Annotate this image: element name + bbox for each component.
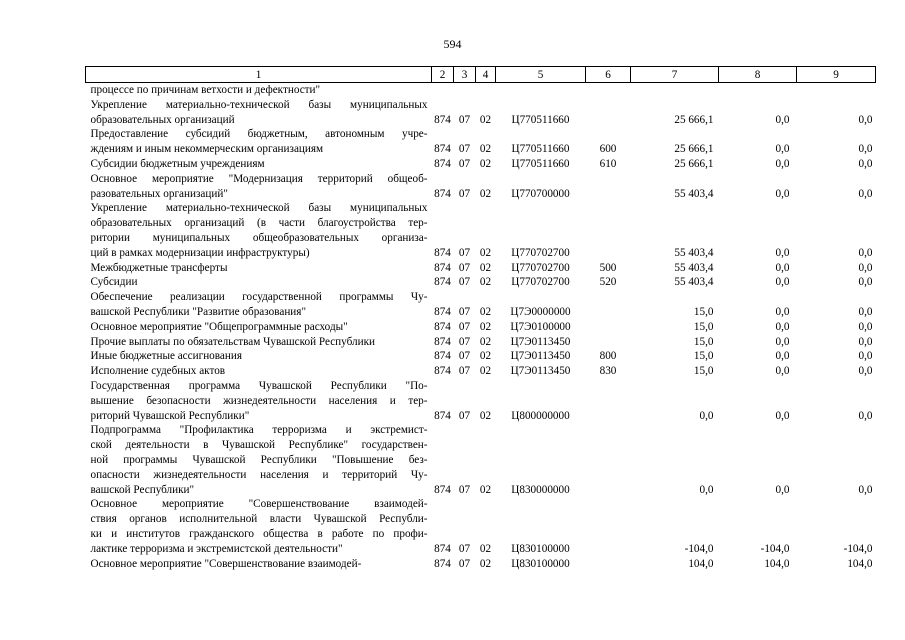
expense-type-code: [586, 201, 631, 260]
row-description: [86, 275, 432, 290]
description-line: ций в рамках модернизации инфраструктуры): [90, 246, 310, 259]
subsection-code: 02: [479, 542, 492, 555]
amount-col-8: 0,0: [775, 320, 790, 333]
subsection-code: 02: [479, 143, 492, 156]
description-line: ки и институтов гражданского общества в работе по профи-: [90, 527, 428, 540]
header-cell: 6: [586, 67, 631, 83]
amount-col-7: 15,0: [693, 365, 714, 378]
subsection-code: 02: [479, 350, 492, 363]
ministry-code: 874: [434, 261, 451, 274]
row-description: [86, 157, 432, 172]
amount-col-9: 0,0: [858, 350, 873, 363]
header-cell: 3: [454, 67, 476, 83]
amount-col-7: 55 403,4: [674, 276, 714, 289]
subsection-code: 02: [479, 320, 492, 333]
row-description: [86, 335, 432, 350]
amount-col-9: 0,0: [858, 143, 873, 156]
amount-col-8: 0,0: [775, 276, 790, 289]
expense-type-code: 600: [599, 143, 617, 156]
description-line: Межбюджетные трансферты: [90, 261, 228, 274]
amount-col-9: [797, 83, 876, 98]
amount-col-9: 0,0: [858, 320, 873, 333]
description-line: Основное мероприятие "Общепрограммные расходы": [90, 320, 348, 333]
subsection-code: 02: [479, 261, 492, 274]
amount-col-9: 0,0: [858, 409, 873, 422]
description-line: Основное мероприятие "Совершенствование взаимодей-: [90, 557, 362, 570]
amount-col-8: 0,0: [775, 187, 790, 200]
expense-type-code: 520: [599, 276, 617, 289]
section-code: 07: [458, 557, 471, 570]
amount-col-8: 0,0: [775, 409, 790, 422]
description-line: вашской Республики "Развитие образования": [90, 305, 307, 318]
subsection-code: 02: [479, 409, 492, 422]
row-description: [86, 261, 432, 276]
amount-col-7: 0,0: [699, 483, 714, 496]
header-cell: 2: [432, 67, 454, 83]
amount-col-7: 15,0: [693, 335, 714, 348]
description-line: Субсидии: [90, 276, 138, 289]
section-code: 07: [458, 305, 471, 318]
header-cell: 9: [797, 67, 876, 83]
ministry-code: 874: [434, 305, 451, 318]
table-row: [86, 157, 876, 172]
amount-col-7: 55 403,4: [674, 261, 714, 274]
target-article-code: Ц830000000: [511, 483, 570, 496]
expense-type-code: [586, 83, 631, 98]
subsection-code: 02: [479, 187, 492, 200]
amount-col-8: [719, 83, 797, 98]
expense-type-code: [586, 423, 631, 497]
target-article-code: Ц7Э0113450: [510, 335, 571, 348]
amount-col-9: -104,0: [843, 542, 873, 555]
amount-col-8: 0,0: [775, 143, 790, 156]
expense-type-code: [586, 98, 631, 128]
row-description: [86, 423, 432, 497]
target-article-code: Ц7Э0113450: [510, 365, 571, 378]
subsection-code: 02: [479, 305, 492, 318]
table-row: [86, 423, 876, 497]
expense-type-code: [586, 335, 631, 350]
expense-type-code: [586, 497, 631, 556]
header-cell: 7: [631, 67, 719, 83]
ministry-code: 874: [434, 143, 451, 156]
amount-col-7: 15,0: [693, 320, 714, 333]
description-line: вашской Республики": [90, 483, 195, 496]
amount-col-7: 55 403,4: [674, 246, 714, 259]
target-article-code: Ц770702700: [511, 276, 570, 289]
amount-col-8: 0,0: [775, 365, 790, 378]
description-line: опасности жизнедеятельности населения и территорий Чу-: [90, 468, 428, 481]
section-code: 07: [458, 365, 471, 378]
row-description: [86, 83, 432, 98]
description-line: Предоставление субсидий бюджетным, автономным учре-: [90, 128, 428, 141]
ministry-code: 874: [434, 335, 451, 348]
table-row: [86, 379, 876, 423]
section-code: 07: [458, 113, 471, 126]
table-row: [86, 275, 876, 290]
description-line: ствия органов исполнительной власти Чувашской Республи-: [90, 513, 428, 526]
subsection-code: 02: [479, 335, 492, 348]
amount-col-7: 15,0: [693, 350, 714, 363]
amount-col-7: 25 666,1: [674, 113, 714, 126]
row-description: [86, 320, 432, 335]
target-article-code: Ц800000000: [511, 409, 570, 422]
target-article-code: Ц770702700: [511, 246, 570, 259]
section-code: 07: [458, 276, 471, 289]
table-header-row: [86, 67, 876, 83]
amount-col-8: 0,0: [775, 305, 790, 318]
expense-type-code: [586, 172, 631, 202]
row-description: [86, 364, 432, 379]
ministry-code: 874: [434, 365, 451, 378]
description-line: Исполнение судебных актов: [90, 365, 226, 378]
subsection-code: 02: [479, 365, 492, 378]
subsection-code: 02: [479, 113, 492, 126]
amount-col-9: 0,0: [858, 276, 873, 289]
header-cell: 5: [496, 67, 586, 83]
description-line: Обеспечение реализации государственной программы Чу-: [90, 291, 428, 304]
expense-type-code: [586, 379, 631, 423]
amount-col-7: 55 403,4: [674, 187, 714, 200]
row-description: [86, 557, 432, 572]
amount-col-9: 0,0: [858, 335, 873, 348]
subsection-code: 02: [479, 246, 492, 259]
amount-col-9: 0,0: [858, 305, 873, 318]
target-article-code: [496, 83, 586, 98]
section-code: 07: [458, 187, 471, 200]
row-description: [86, 172, 432, 202]
subsection-code: 02: [479, 157, 492, 170]
row-description: [86, 349, 432, 364]
section-code: 07: [458, 320, 471, 333]
amount-col-8: 104,0: [764, 557, 790, 570]
subsection-code: 02: [479, 483, 492, 496]
amount-col-7: 0,0: [699, 409, 714, 422]
amount-col-9: 0,0: [858, 365, 873, 378]
ministry-code: 874: [434, 483, 451, 496]
ministry-code: 874: [434, 557, 451, 570]
row-description: [86, 98, 432, 128]
target-article-code: Ц830100000: [511, 557, 570, 570]
section-code: 07: [458, 335, 471, 348]
section-code: 07: [458, 261, 471, 274]
target-article-code: Ц830100000: [511, 542, 570, 555]
ministry-code: 874: [434, 157, 451, 170]
amount-col-8: 0,0: [775, 483, 790, 496]
section-code: 07: [458, 246, 471, 259]
table-row: [86, 83, 876, 98]
section-code: 07: [458, 483, 471, 496]
subsection-code: 02: [479, 557, 492, 570]
subsection-code: 02: [479, 276, 492, 289]
description-line: риторий Чувашской Республики": [90, 409, 250, 422]
table-row: [86, 497, 876, 556]
row-description: [86, 379, 432, 423]
description-line: образовательных организаций: [90, 113, 235, 126]
table-row: [86, 98, 876, 128]
description-line: Прочие выплаты по обязательствам Чувашской Республики: [90, 335, 376, 348]
table-row: [86, 320, 876, 335]
ministry-code: 874: [434, 409, 451, 422]
subsection-code: [476, 83, 496, 98]
amount-col-9: 0,0: [858, 187, 873, 200]
description-line: лактике терроризма и экстремистской деятельности": [90, 542, 343, 555]
budget-table: [85, 66, 876, 571]
description-line: ной программы Чувашской Республики "Повышение без-: [90, 453, 428, 466]
amount-col-7: -104,0: [684, 542, 714, 555]
description-line: Укрепление материально-технической базы муниципальных: [90, 98, 428, 111]
expense-type-code: [586, 290, 631, 320]
table-row: [86, 127, 876, 157]
description-line: ской деятельности в Чувашской Республике" государствен-: [90, 439, 428, 452]
amount-col-8: 0,0: [775, 113, 790, 126]
header-cell: 8: [719, 67, 797, 83]
ministry-code: 874: [434, 187, 451, 200]
expense-type-code: 610: [599, 157, 617, 170]
description-line: Основное мероприятие "Совершенствование взаимодей-: [90, 498, 428, 511]
ministry-code: 874: [434, 113, 451, 126]
ministry-code: 874: [434, 276, 451, 289]
table-row: [86, 349, 876, 364]
description-line: разовательных организаций": [90, 187, 228, 200]
row-description: [86, 127, 432, 157]
expense-type-code: 830: [599, 365, 617, 378]
header-cell: 1: [86, 67, 432, 83]
description-line: Подпрограмма "Профилактика терроризма и экстремист-: [90, 424, 428, 437]
amount-col-7: 25 666,1: [674, 143, 714, 156]
header-cell: 4: [476, 67, 496, 83]
amount-col-8: 0,0: [775, 157, 790, 170]
row-description: [86, 201, 432, 260]
table-row: [86, 290, 876, 320]
ministry-code: 874: [434, 542, 451, 555]
amount-col-7: 15,0: [693, 305, 714, 318]
target-article-code: Ц770700000: [511, 187, 570, 200]
table-row: [86, 557, 876, 572]
description-line: процессе по причинам ветхости и дефектности": [90, 84, 321, 96]
target-article-code: Ц770702700: [511, 261, 570, 274]
ministry-code: 874: [434, 320, 451, 333]
section-code: 07: [458, 143, 471, 156]
description-line: ритории муниципальных общеобразовательных организа-: [90, 231, 428, 244]
amount-col-7: [631, 83, 719, 98]
table-row: [86, 172, 876, 202]
target-article-code: Ц770511660: [511, 143, 570, 156]
expense-type-code: [586, 557, 631, 572]
amount-col-8: 0,0: [775, 335, 790, 348]
amount-col-9: 104,0: [847, 557, 873, 570]
amount-col-8: -104,0: [760, 542, 790, 555]
expense-type-code: [586, 320, 631, 335]
row-description: [86, 497, 432, 556]
description-line: Укрепление материально-технической базы муниципальных: [90, 202, 428, 215]
expense-type-code: 800: [599, 350, 617, 363]
target-article-code: Ц7Э0100000: [510, 320, 571, 333]
amount-col-8: 0,0: [775, 350, 790, 363]
target-article-code: Ц770511660: [511, 157, 570, 170]
table-row: [86, 201, 876, 260]
amount-col-9: 0,0: [858, 113, 873, 126]
row-description: [86, 290, 432, 320]
description-line: ждениям и иным некоммерческим организациям: [90, 143, 324, 156]
section-code: 07: [458, 542, 471, 555]
ministry-code: 874: [434, 350, 451, 363]
section-code: [454, 83, 476, 98]
amount-col-7: 25 666,1: [674, 157, 714, 170]
table-row: [86, 261, 876, 276]
description-line: Государственная программа Чувашской Республики "По-: [90, 379, 428, 392]
amount-col-9: 0,0: [858, 483, 873, 496]
amount-col-9: 0,0: [858, 261, 873, 274]
target-article-code: Ц7Э0000000: [510, 305, 571, 318]
table-row: [86, 335, 876, 350]
target-article-code: Ц770511660: [511, 113, 570, 126]
ministry-code: 874: [434, 246, 451, 259]
description-line: образовательных организаций (в части благоустройства тер-: [90, 217, 428, 230]
amount-col-8: 0,0: [775, 261, 790, 274]
section-code: 07: [458, 157, 471, 170]
description-line: Основное мероприятие "Модернизация территорий общеоб-: [90, 172, 428, 185]
description-line: Иные бюджетные ассигнования: [90, 350, 242, 363]
page-number: 594: [443, 37, 462, 51]
amount-col-7: 104,0: [688, 557, 714, 570]
target-article-code: Ц7Э0113450: [510, 350, 571, 363]
ministry-code: [432, 83, 454, 98]
expense-type-code: 500: [599, 261, 617, 274]
description-line: вышение безопасности жизнедеятельности населения и тер-: [90, 394, 428, 407]
amount-col-9: 0,0: [858, 157, 873, 170]
table-row: [86, 364, 876, 379]
section-code: 07: [458, 350, 471, 363]
amount-col-8: 0,0: [775, 246, 790, 259]
amount-col-9: 0,0: [858, 246, 873, 259]
section-code: 07: [458, 409, 471, 422]
description-line: Субсидии бюджетным учреждениям: [90, 157, 265, 170]
